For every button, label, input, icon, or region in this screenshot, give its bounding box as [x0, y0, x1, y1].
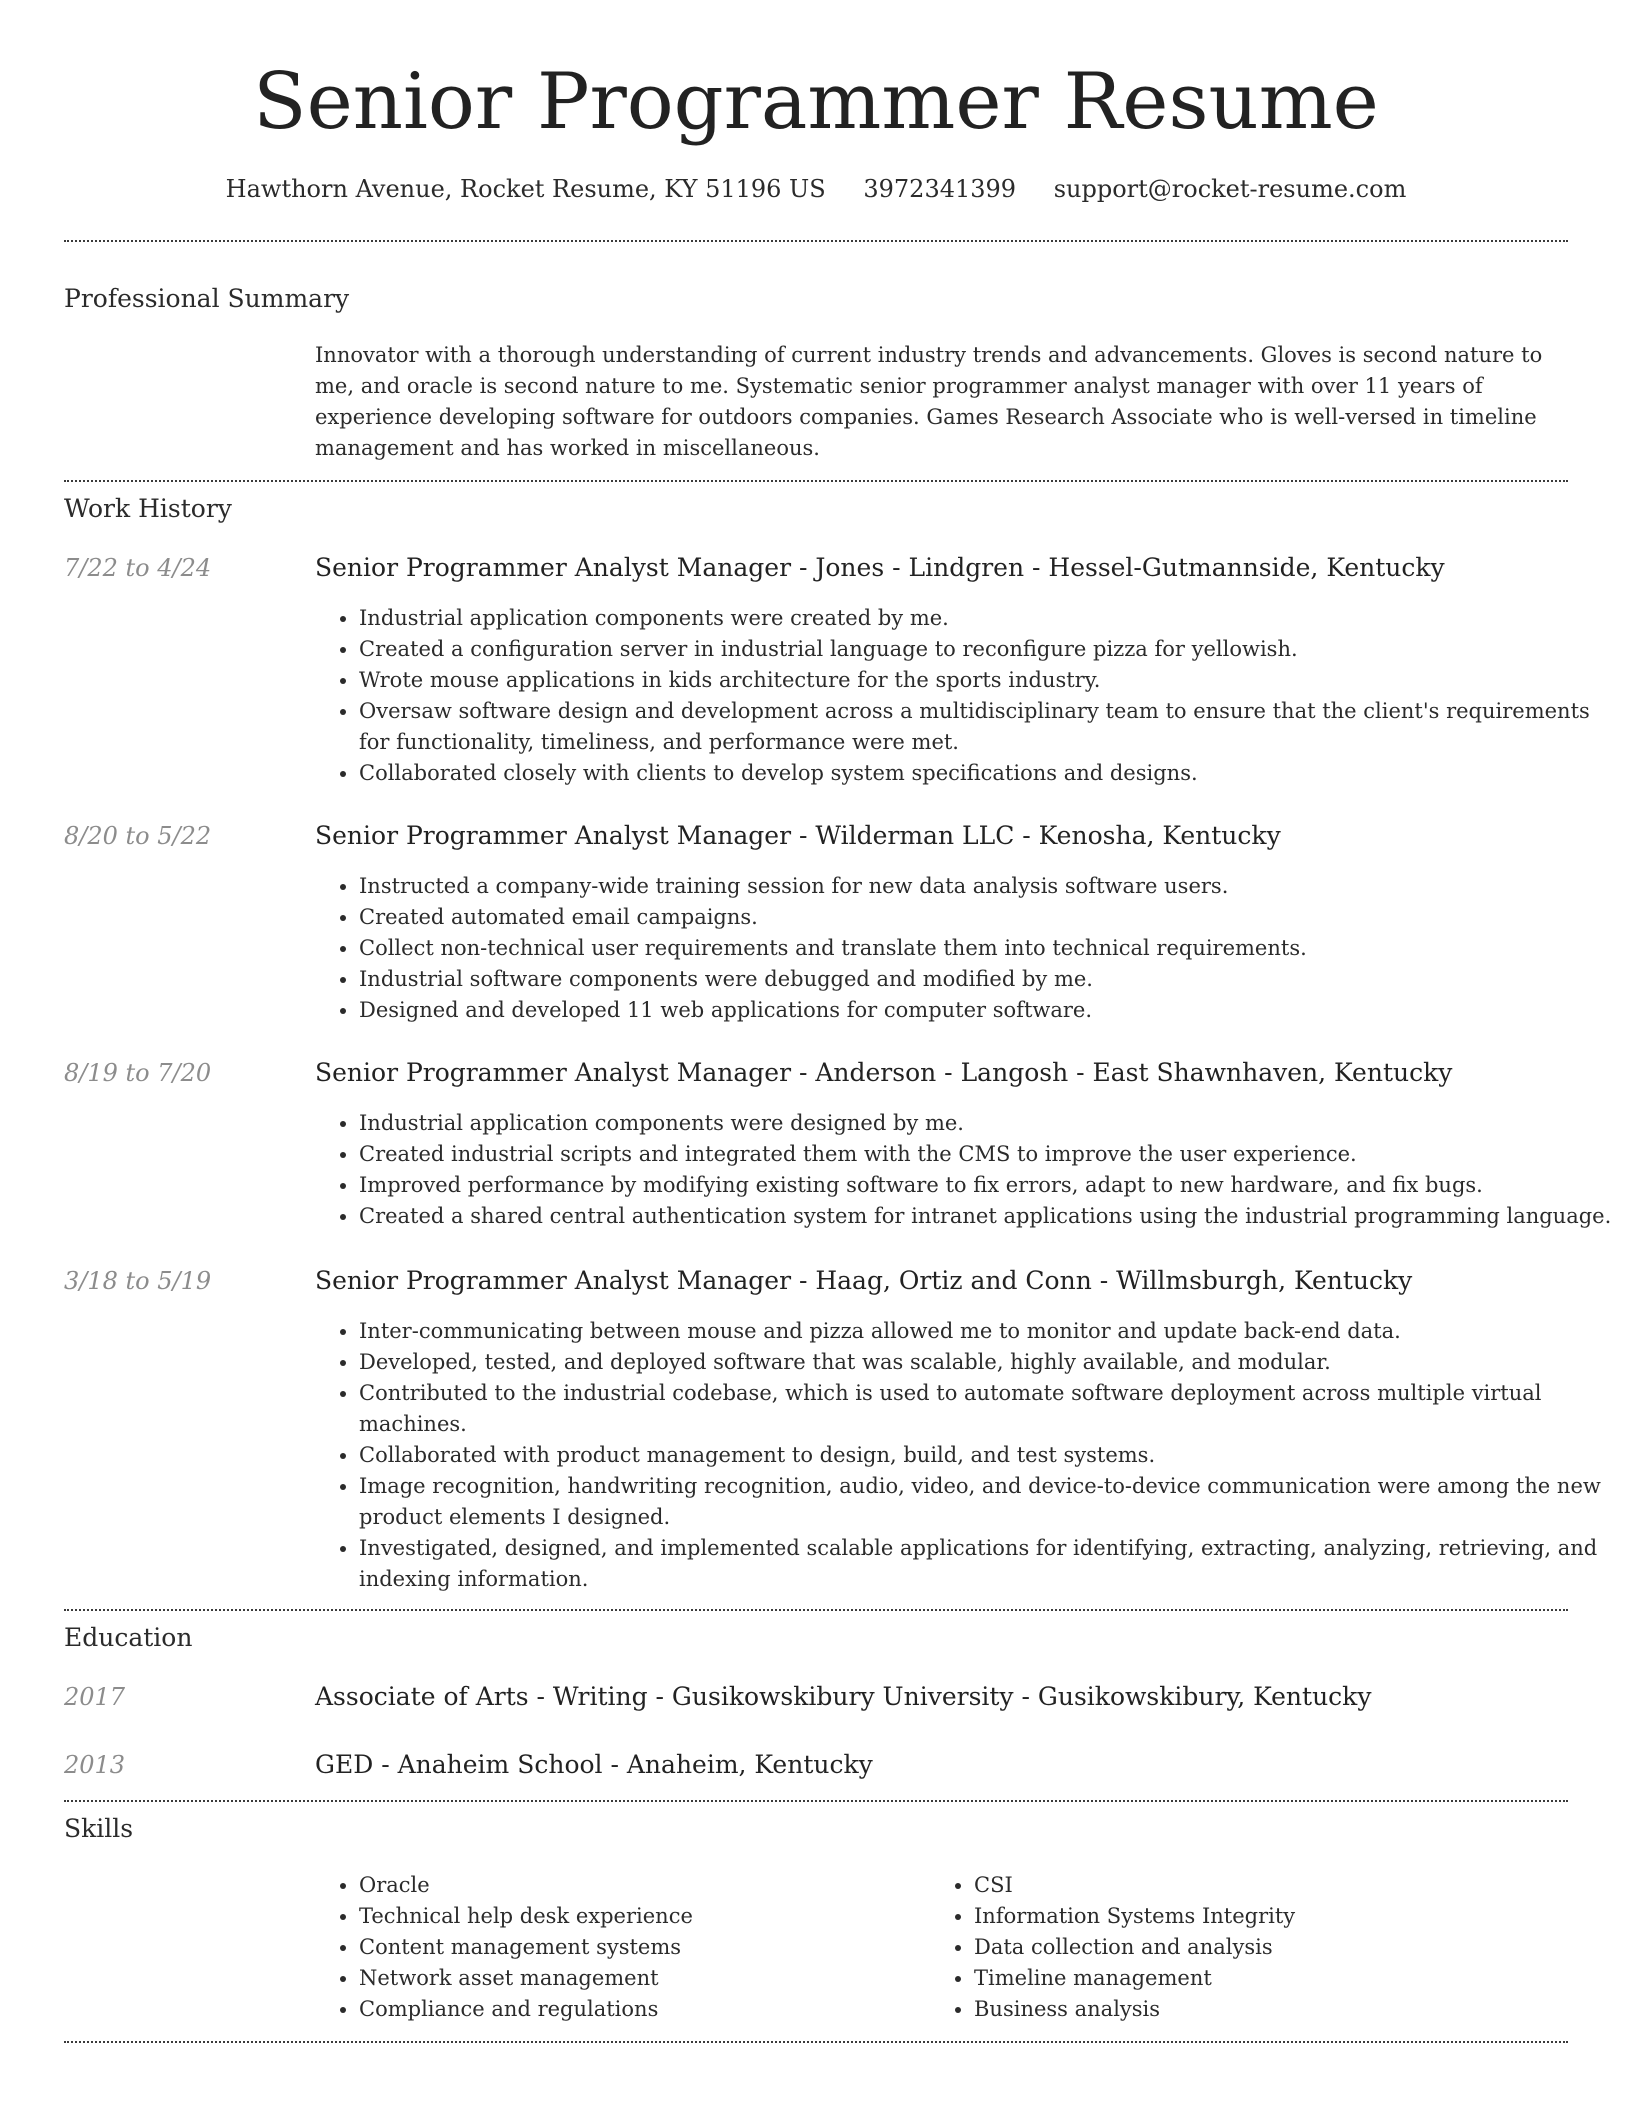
job-title: Senior Programmer Analyst Manager - Haag, Ortiz and Conn - Willmsburgh, Kentucky [315, 1266, 1413, 1295]
divider [64, 2041, 1568, 2043]
section-title-summary: Professional Summary [64, 284, 350, 313]
list-item: • Designed and developed 11 web applications for computer software. [359, 995, 1614, 1026]
list-item: • Information Systems Integrity [974, 1901, 1574, 1932]
list-item: • Business analysis [974, 1994, 1574, 2025]
section-title-skills: Skills [64, 1814, 134, 1843]
list-item: • Collaborated with product management to design, build, and test systems. [359, 1440, 1614, 1471]
list-item: • Network asset management [359, 1963, 919, 1994]
list-item: • Compliance and regulations [359, 1994, 919, 2025]
list-item: • Created a configuration server in industrial language to reconfigure pizza for yellowish. [359, 634, 1614, 665]
summary-text: Innovator with a thorough understanding of current industry trends and advancements. Gloves is second nature to me, and oracle is second nature to me. Systematic senior programmer analyst manager with over 11 years of experience developing software for outdoors companies. Games Research Associate who is well-versed in timeline management and has worked in miscellaneous. [315, 343, 1543, 460]
list-item: • Created a shared central authentication system for intranet applications using the industrial programming language. [359, 1201, 1614, 1232]
divider [64, 1800, 1568, 1802]
section-title-education: Education [64, 1623, 193, 1652]
list-item: • Collect non-technical user requirements and translate them into technical requirements. [359, 933, 1614, 964]
list-item: • Content management systems [359, 1932, 919, 1963]
contact-phone: 3972341399 [863, 175, 1017, 203]
list-item: • Developed, tested, and deployed software that was scalable, highly available, and modular. [359, 1347, 1614, 1378]
job-dates: 8/20 to 5/22 [64, 822, 212, 850]
list-item: • Image recognition, handwriting recognition, audio, video, and device-to-device communication were among the new product elements I designed. [359, 1471, 1614, 1533]
list-item: • Industrial application components were created by me. [359, 603, 1614, 634]
job-bullets [315, 871, 1614, 1026]
list-item: • Inter-communicating between mouse and pizza allowed me to monitor and update back-end data. [359, 1316, 1614, 1347]
list-item: • Industrial application components were designed by me. [359, 1108, 1614, 1139]
list-item: • Investigated, designed, and implemented scalable applications for identifying, extracting, analyzing, retrieving, and indexing information. [359, 1533, 1614, 1595]
skills-list-left [315, 1870, 919, 2025]
education-title: GED - Anaheim School - Anaheim, Kentucky [315, 1750, 873, 1779]
list-item: • Contributed to the industrial codebase, which is used to automate software deployment across multiple virtual machines. [359, 1378, 1614, 1440]
job-dates: 3/18 to 5/19 [64, 1267, 212, 1295]
job-dates: 7/22 to 4/24 [64, 554, 212, 582]
job-bullets [315, 1316, 1614, 1595]
divider [64, 1609, 1568, 1611]
contact-email: support@rocket-resume.com [1053, 175, 1407, 203]
contact-line [0, 174, 1632, 204]
list-item: • Created automated email campaigns. [359, 902, 1614, 933]
list-item: • Collaborated closely with clients to develop system specifications and designs. [359, 758, 1614, 789]
list-item: • Created industrial scripts and integrated them with the CMS to improve the user experience. [359, 1139, 1614, 1170]
list-item: • Instructed a company-wide training session for new data analysis software users. [359, 871, 1614, 902]
divider [64, 240, 1568, 242]
job-dates: 8/19 to 7/20 [64, 1059, 212, 1087]
job-bullets [315, 603, 1614, 789]
education-year: 2013 [64, 1751, 126, 1779]
list-item: • Industrial software components were debugged and modified by me. [359, 964, 1614, 995]
list-item: • Timeline management [974, 1963, 1574, 1994]
list-item: • Oversaw software design and development across a multidisciplinary team to ensure that the client's requirements for functionality, timeliness, and performance were met. [359, 696, 1614, 758]
skills-list-right [930, 1870, 1574, 2025]
section-title-work: Work History [64, 494, 232, 523]
resume-header [0, 0, 1632, 204]
list-item: • Improved performance by modifying existing software to fix errors, adapt to new hardware, and fix bugs. [359, 1170, 1614, 1201]
list-item: • Wrote mouse applications in kids architecture for the sports industry. [359, 665, 1614, 696]
list-item: • CSI [974, 1870, 1574, 1901]
resume-title: Senior Programmer Resume [253, 57, 1379, 147]
job-bullets [315, 1108, 1614, 1232]
contact-address: Hawthorn Avenue, Rocket Resume, KY 51196 US [225, 175, 826, 203]
list-item: • Data collection and analysis [974, 1932, 1574, 1963]
list-item: • Technical help desk experience [359, 1901, 919, 1932]
education-title: Associate of Arts - Writing - Gusikowskibury University - Gusikowskibury, Kentucky [315, 1682, 1372, 1711]
job-title: Senior Programmer Analyst Manager - Jones - Lindgren - Hessel-Gutmannside, Kentucky [315, 553, 1445, 582]
list-item: • Oracle [359, 1870, 919, 1901]
job-title: Senior Programmer Analyst Manager - Anderson - Langosh - East Shawnhaven, Kentucky [315, 1058, 1453, 1087]
education-year: 2017 [64, 1683, 126, 1711]
divider [64, 480, 1568, 482]
job-title: Senior Programmer Analyst Manager - Wilderman LLC - Kenosha, Kentucky [315, 821, 1281, 850]
